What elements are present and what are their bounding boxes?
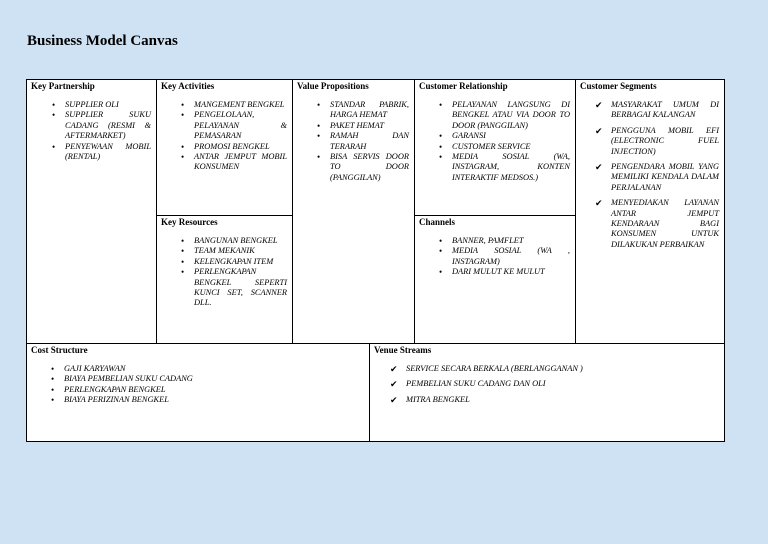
cost-structure-section [27,344,370,441]
key-activities-heading: Key Activities [161,81,215,91]
customer-segments-section [576,80,724,344]
customer-relationship-heading: Customer Relationship [419,81,508,91]
list-item: ✔ PEMBELIAN SUKU CADANG DAN OLI [406,379,719,389]
key-resources-section [157,216,293,344]
list-item: ✔ MASYARAKAT UMUM DI BERBAGAI KALANGAN [611,100,719,121]
channels-heading: Channels [419,217,456,227]
list-item: ✔ MITRA BENGKEL [406,395,719,405]
list-item: ✔ PENGGUNA MOBIL EFI (ELECTRONIC FUEL INJECTION) [611,126,719,157]
list-item: • PERLENGKAPAN BENGKEL [64,385,364,395]
list-item: • BANGUNAN BENGKEL [194,236,287,246]
page-title: Business Model Canvas [27,33,178,49]
list-item: • ANTAR JEMPUT MOBIL KONSUMEN [194,152,287,173]
list-item: • PROMOSI BENGKEL [194,142,287,152]
list-item: • MEDIA SOSIAL (WA, INSTAGRAM, KONTEN INTERAKTIF MEDSOS.) [452,152,570,183]
list-item: • CUSTOMER SERVICE [452,142,570,152]
venue-streams-heading: Venue Streams [374,345,432,355]
value-propositions-section [293,80,415,344]
list-item: • TEAM MEKANIK [194,246,287,256]
customer-relationship-section [415,80,576,216]
list-item: • SUPPLIER OLI [65,100,151,110]
list-item: • GARANSI [452,131,570,141]
list-item: ✔ PENGENDARA MOBIL YANG MEMILIKI KENDALA DALAM PERJALANAN [611,162,719,193]
list-item: • BIAYA PERIZINAN BENGKEL [64,395,364,405]
list-item: • BISA SERVIS DOOR TO DOOR (PANGGILAN) [330,152,409,183]
list-item: ✔ MENYEDIAKAN LAYANAN ANTAR JEMPUT KENDARAAN BAGI KONSUMEN UNTUK DILAKUKAN PERBAIKAN [611,198,719,250]
list-item: • KELENGKAPAN ITEM [194,257,287,267]
key-partnership-section [27,80,157,344]
venue-streams-section [370,344,724,441]
list-item: • PELAYANAN LANGSUNG DI BENGKEL ATAU VIA DOOR TO DOOR (PANGGILAN) [452,100,570,131]
list-item: • BANNER, PAMFLET [452,236,570,246]
list-item: • DARI MULUT KE MULUT [452,267,570,277]
list-item: • PERLENGKAPAN BENGKEL SEPERTI KUNCI SET, SCANNER DLL. [194,267,287,309]
value-propositions-heading: Value Propositions [297,81,369,91]
list-item: • BIAYA PEMBELIAN SUKU CADANG [64,374,364,384]
list-item: • RAMAH DAN TERARAH [330,131,409,152]
list-item: • MANGEMENT BENGKEL [194,100,287,110]
key-partnership-heading: Key Partnership [31,81,95,91]
key-activities-section [157,80,293,216]
list-item: • GAJI KARYAWAN [64,364,364,374]
list-item: • STANDAR PABRIK, HARGA HEMAT [330,100,409,121]
list-item: • SUPPLIER SUKU CADANG (RESMI & AFTERMARKET) [65,110,151,141]
key-resources-heading: Key Resources [161,217,218,227]
list-item: • PAKET HEMAT [330,121,409,131]
list-item: • MEDIA SOSIAL (WA , INSTAGRAM) [452,246,570,267]
business-model-canvas [26,79,725,442]
list-item: • PENGELOLAAN, PELAYANAN & PEMASARAN [194,110,287,141]
customer-segments-heading: Customer Segments [580,81,657,91]
channels-section [415,216,576,344]
list-item: • PENYEWAAN MOBIL (RENTAL) [65,142,151,163]
cost-structure-heading: Cost Structure [31,345,88,355]
list-item: ✔ SERVICE SECARA BERKALA (BERLANGGANAN ) [406,364,719,374]
